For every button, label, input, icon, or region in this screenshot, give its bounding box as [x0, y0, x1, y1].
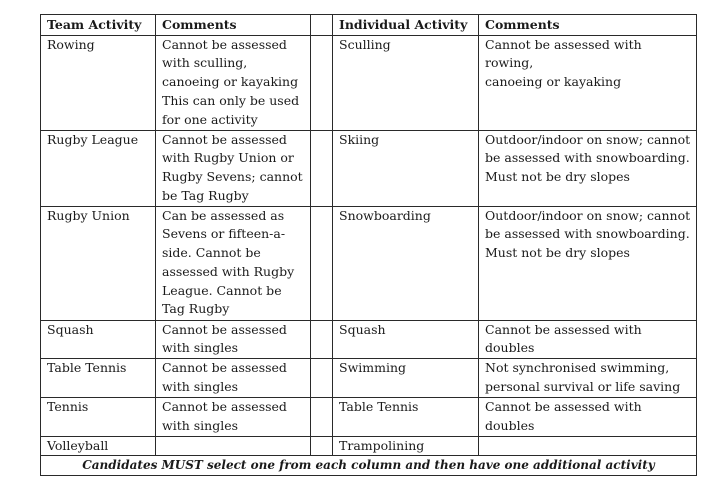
individual-activity-cell: Skiing — [333, 130, 479, 206]
team-comment-cell: Cannot be assessed with Rugby Union or Rugby Sevens; cannot be Tag Rugby — [156, 130, 311, 206]
header-team-comments: Comments — [156, 15, 311, 36]
column-gap — [311, 206, 333, 320]
team-activity-cell: Volleyball — [41, 436, 156, 456]
table-row — [41, 359, 697, 398]
column-gap — [311, 398, 333, 436]
team-comment-cell: Cannot be assessed with singles — [156, 320, 311, 358]
individual-activity-cell: Swimming — [333, 359, 479, 398]
individual-activity-cell: Snowboarding — [333, 206, 479, 320]
individual-comment-cell — [479, 436, 697, 456]
team-activity-cell: Rugby Union — [41, 206, 156, 320]
column-gap — [311, 359, 333, 398]
team-comment-cell: Cannot be assessed with singles — [156, 359, 311, 398]
team-activity-cell: Tennis — [41, 398, 156, 436]
team-comment-cell: Cannot be assessed with sculling, canoeing or kayaking This can only be used for one activity — [156, 35, 311, 130]
table-row — [41, 206, 697, 320]
individual-activity-cell: Table Tennis — [333, 398, 479, 436]
team-comment-cell: Cannot be assessed with singles — [156, 398, 311, 436]
column-gap — [311, 320, 333, 358]
table-row — [41, 436, 697, 456]
table-row — [41, 35, 697, 130]
column-gap — [311, 130, 333, 206]
team-comment-cell: Can be assessed as Sevens or fifteen-a- side. Cannot be assessed with Rugby League. Cannot be Tag Rugby — [156, 206, 311, 320]
team-activity-cell: Squash — [41, 320, 156, 358]
team-activity-cell: Rowing — [41, 35, 156, 130]
team-activity-cell: Table Tennis — [41, 359, 156, 398]
header-row — [41, 15, 697, 36]
team-activity-cell: Rugby League — [41, 130, 156, 206]
table-row — [41, 398, 697, 436]
individual-comment-cell: Outdoor/indoor on snow; cannot be assessed with snowboarding. Must not be dry slopes — [479, 206, 697, 320]
individual-activity-cell: Trampolining — [333, 436, 479, 456]
column-gap — [311, 35, 333, 130]
individual-comment-cell: Cannot be assessed with doubles — [479, 398, 697, 436]
team-comment-cell — [156, 436, 311, 456]
footer-row — [41, 456, 697, 476]
header-individual-comments: Comments — [479, 15, 697, 36]
header-team-activity: Team Activity — [41, 15, 156, 36]
table-row — [41, 320, 697, 358]
individual-comment-cell: Not synchronised swimming, personal survival or life saving — [479, 359, 697, 398]
individual-activity-cell: Sculling — [333, 35, 479, 130]
individual-comment-cell: Outdoor/indoor on snow; cannot be assessed with snowboarding. Must not be dry slopes — [479, 130, 697, 206]
individual-activity-cell: Squash — [333, 320, 479, 358]
column-gap — [311, 15, 333, 36]
footer-note: Candidates MUST select one from each column and then have one additional activity — [41, 456, 697, 476]
activities-table — [40, 14, 697, 476]
header-individual-activity: Individual Activity — [333, 15, 479, 36]
individual-comment-cell: Cannot be assessed with doubles — [479, 320, 697, 358]
individual-comment-cell: Cannot be assessed with rowing, canoeing or kayaking — [479, 35, 697, 130]
table-row — [41, 130, 697, 206]
column-gap — [311, 436, 333, 456]
